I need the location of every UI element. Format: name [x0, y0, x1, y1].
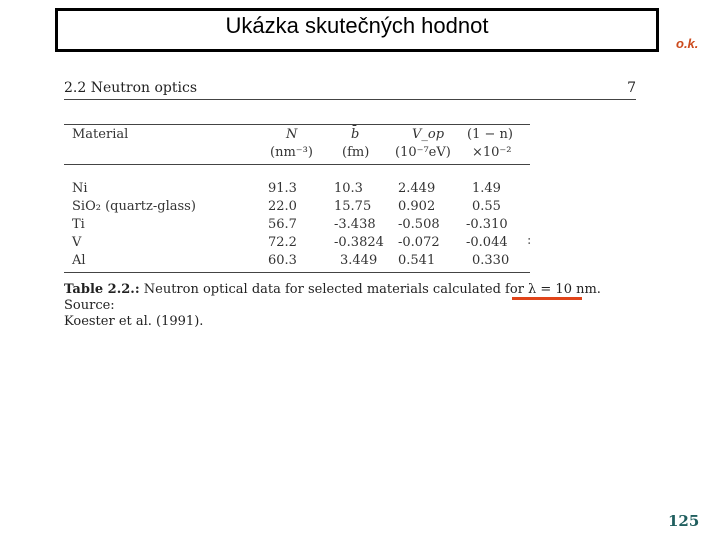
caption-label: Table 2.2.: — [64, 282, 140, 297]
col-header-vop: V_op — [412, 127, 445, 142]
col-header-one-minus-n-unit: ×10⁻² — [472, 145, 512, 160]
table-cell: -3.438 — [334, 217, 376, 232]
ok-note: o.k. — [676, 36, 699, 51]
section-header — [64, 80, 636, 96]
table-cell: -0.044 — [466, 235, 508, 250]
table-cell: 91.3 — [268, 181, 297, 196]
table-cell: 0.330 — [472, 253, 510, 268]
table-cell: 10.3 — [334, 181, 363, 196]
header-rule — [64, 99, 636, 100]
col-header-n: N — [286, 127, 298, 142]
table-cell: Ni — [72, 181, 88, 196]
table-bottom-rule — [64, 272, 530, 273]
table-cell: Ti — [72, 217, 85, 232]
table-cell: -0.072 — [398, 235, 440, 250]
table-cell: 56.7 — [268, 217, 297, 232]
table-cell: SiO₂ (quartz-glass) — [72, 199, 196, 214]
caption-line-2: Koester et al. (1991). — [64, 314, 204, 329]
table-cell: 1.49 — [472, 181, 501, 196]
slide-title: Ukázka skutečných hodnot — [225, 13, 489, 38]
table-cell: V — [72, 235, 82, 250]
col-header-b-unit: (fm) — [342, 145, 370, 160]
table-cell: 0.902 — [398, 199, 436, 214]
slide-page-number: 125 — [668, 512, 700, 530]
table-cell: -0.310 — [466, 217, 508, 232]
table-cell: Al — [72, 253, 86, 268]
table-header-rule — [64, 164, 530, 165]
col-header-one-minus-n: (1 − n) — [467, 127, 513, 142]
table-top-rule — [64, 124, 530, 125]
table-cell: 15.75 — [334, 199, 372, 214]
table-cell: -0.508 — [398, 217, 440, 232]
table-cell: 3.449 — [340, 253, 378, 268]
col-header-b: b̄ — [351, 127, 360, 142]
stray-mark: : — [527, 233, 532, 248]
section-title: 2.2 Neutron optics — [64, 80, 197, 96]
table-cell: 22.0 — [268, 199, 297, 214]
table-caption — [64, 282, 644, 330]
table-cell: 0.541 — [398, 253, 436, 268]
table-cell: 60.3 — [268, 253, 297, 268]
caption-line-1: Neutron optical data for selected materials calculated for λ = 10 nm. Source: — [64, 282, 601, 313]
table-cell: 0.55 — [472, 199, 501, 214]
highlight-underline — [512, 297, 582, 300]
table-cell: 2.449 — [398, 181, 436, 196]
table-cell: 72.2 — [268, 235, 297, 250]
col-header-material: Material — [72, 127, 129, 142]
col-header-vop-unit: (10⁻⁷eV) — [395, 145, 451, 160]
excerpt-page-number: 7 — [627, 80, 636, 96]
col-header-n-unit: (nm⁻³) — [270, 145, 313, 160]
slide-title-box — [55, 8, 659, 52]
table-cell: -0.3824 — [334, 235, 384, 250]
